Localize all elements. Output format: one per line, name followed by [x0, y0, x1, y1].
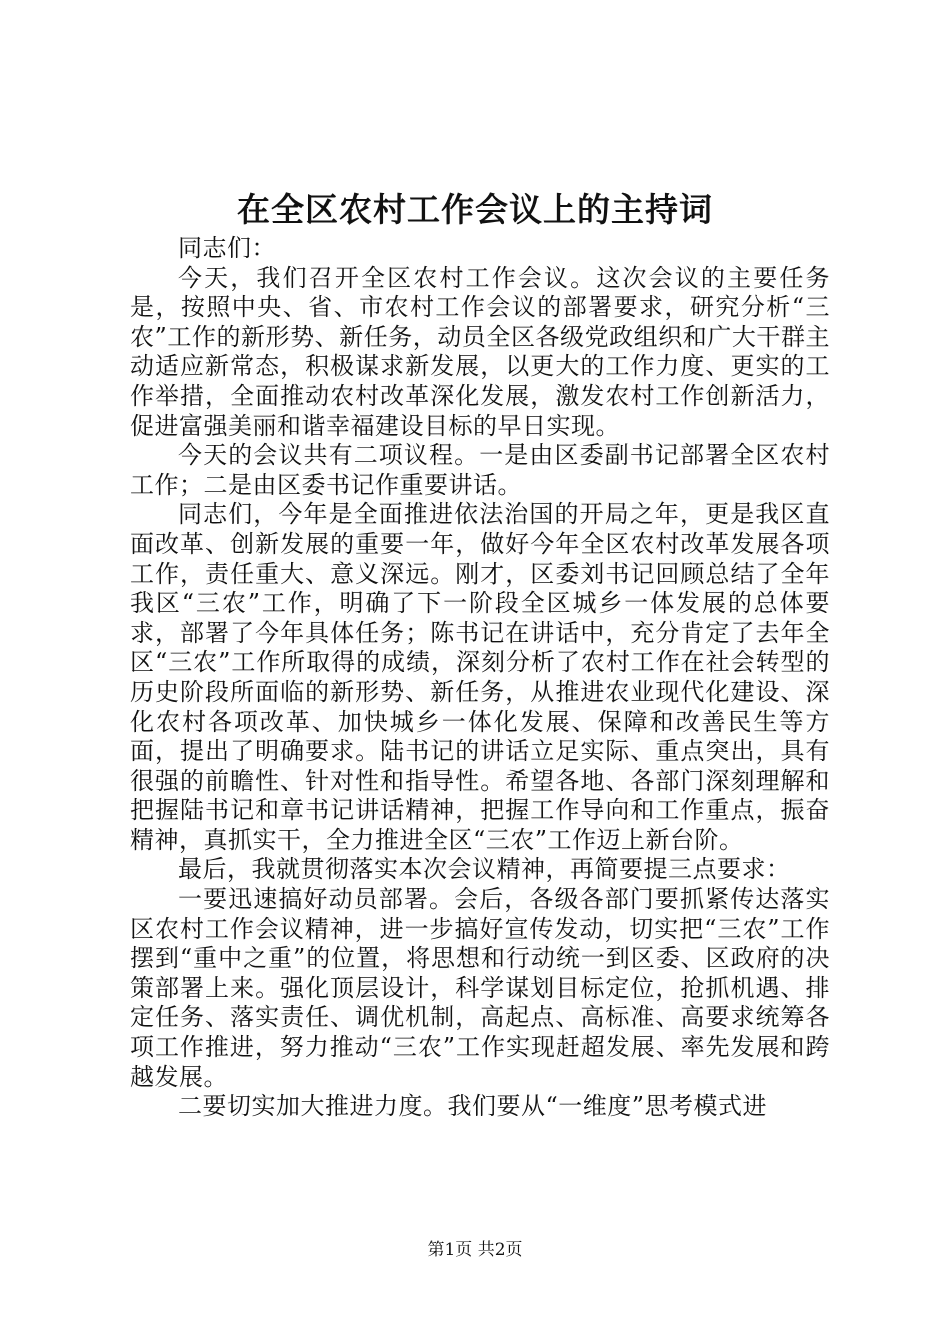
document-title: 在全区农村工作会议上的主持词 — [237, 190, 713, 229]
paragraph-agenda: 今天的会议共有二项议程。一是由区委副书记部署全区农村工作；二是由区委书记作重要讲话。 — [130, 441, 830, 499]
paragraph-opening: 今天，我们召开全区农村工作会议。这次会议的主要任务是，按照中央、省、市农村工作会议的部署要求，研究分析“三农”工作的新形势、新任务，动员全区各级党政组织和广大干群主动适应新常态，积极谋求新发展，以更大的工作力度、更实的工作举措，全面推动农村改革深化发展，激发农村工作创新活力，促进富强美丽和谐幸福建设目标的早日实现。 — [130, 263, 830, 440]
document-body — [130, 234, 830, 1122]
paragraph-summary: 同志们，今年是全面推进依法治国的开局之年，更是我区直面改革、创新发展的重要一年，做好今年全区农村改革发展各项工作，责任重大、意义深远。刚才，区委刘书记回顾总结了全年我区“三农”工作，明确了下一阶段全区城乡一体发展的总体要求，部署了今年具体任务；陈书记在讲话中，充分肯定了去年全区“三农”工作所取得的成绩，深刻分析了农村工作在社会转型的历史阶段所面临的新形势、新任务，从推进农业现代化建设、深化农村各项改革、加快城乡一体化发展、保障和改善民生等方面，提出了明确要求。陆书记的讲话立足实际、重点突出，具有很强的前瞻性、针对性和指导性。希望各地、各部门深刻理解和把握陆书记和章书记讲话精神，把握工作导向和工作重点，振奋精神，真抓实干，全力推进全区“三农”工作迈上新台阶。 — [130, 500, 830, 854]
paragraph-requirement-two: 二要切实加大推进力度。我们要从“一维度”思考模式进 — [178, 1092, 768, 1121]
paragraph-requirements-intro: 最后，我就贯彻落实本次会议精神，再简要提三点要求： — [178, 855, 791, 884]
paragraph-requirement-one: 一要迅速搞好动员部署。会后，各级各部门要抓紧传达落实区农村工作会议精神，进一步搞好宣传发动，切实把“三农”工作摆到“重中之重”的位置，将思想和行动统一到区委、区政府的决策部署上来。强化顶层设计，科学谋划目标定位，抢抓机遇、排定任务、落实责任、调优机制，高起点、高标准、高要求统筹各项工作推进，努力推动“三农”工作实现赶超发展、率先发展和跨越发展。 — [130, 885, 830, 1091]
page-footer: 第1页 共2页 — [427, 1240, 523, 1260]
paragraph-salutation: 同志们： — [178, 234, 276, 262]
